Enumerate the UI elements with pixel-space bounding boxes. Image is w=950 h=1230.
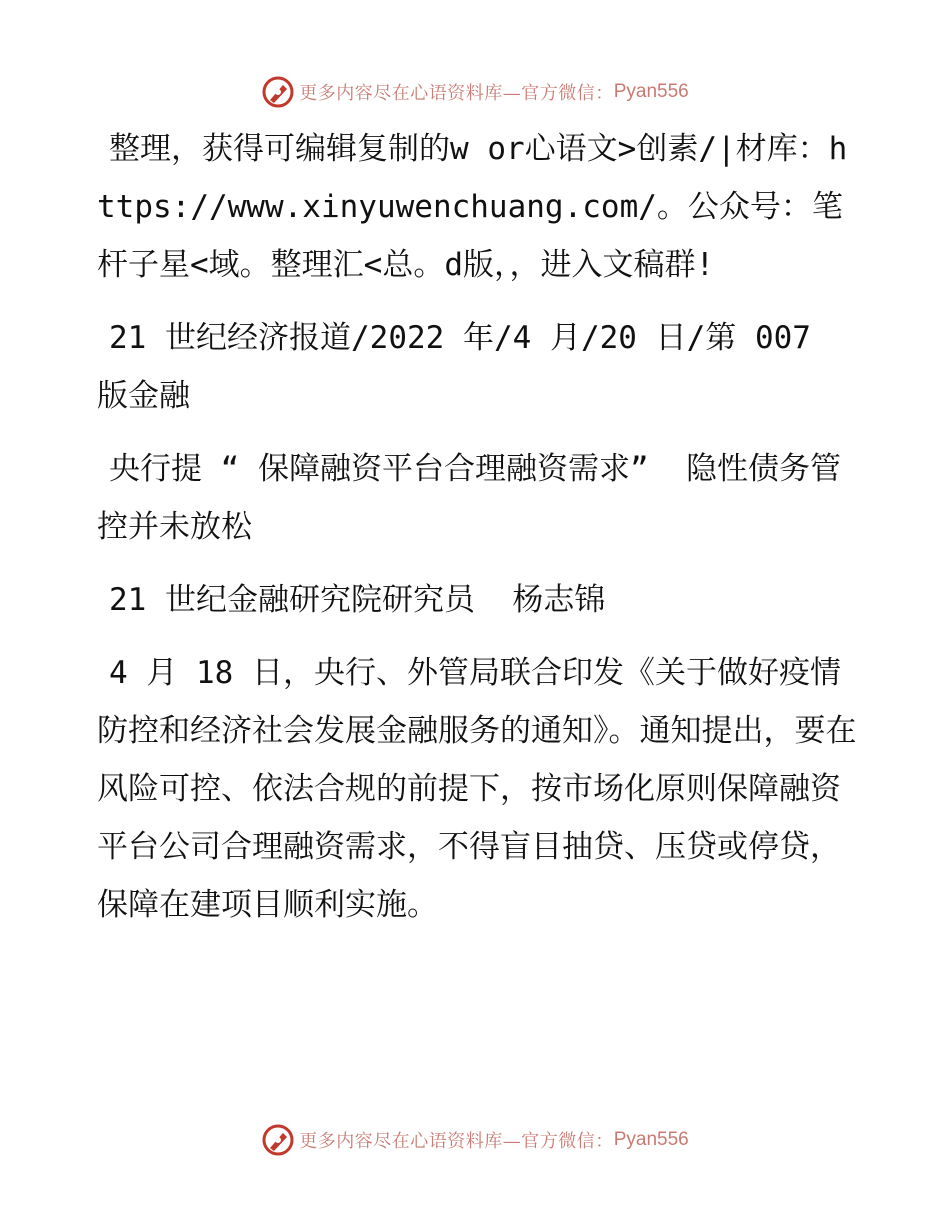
header-wechat-id: Pyan556 — [613, 81, 689, 102]
intro-paragraph: 整理，获得可编辑复制的w or心语文>创素/|材库：https://www.xinyuwenchuang.com/。公众号：笔杆子星<域。整理汇<总。d版，，进入文稿群! — [97, 131, 848, 283]
footer-banner-text: 更多内容尽在心语资料库—官方微信： — [299, 1131, 614, 1152]
body-paragraph: 4 月 18 日，央行、外管局联合印发《关于做好疫情防控和经济社会发展金融服务的通知》。通知提出，要在风险可控、依法合规的前提下，按市场化原则保障融资平台公司合理融资需求，不得盲目抽贷、压贷或停贷，保障在建项目顺利实施。 — [97, 655, 857, 923]
footer-banner — [0, 1120, 950, 1160]
article-title: 央行提 “ 保障融资平台合理融资需求” 隐性债务管控并未放松 — [97, 451, 841, 545]
header-banner-text: 更多内容尽在心语资料库—官方微信： — [299, 83, 614, 104]
header-banner — [0, 72, 950, 112]
pen-logo-icon — [261, 1123, 295, 1157]
source-line: 21 世纪经济报道/2022 年/4 月/20 日/第 007 版金融 — [97, 320, 830, 414]
author-line: 21 世纪金融研究院研究员 杨志锦 — [109, 582, 606, 618]
footer-wechat-id: Pyan556 — [613, 1129, 689, 1150]
document-body — [97, 120, 857, 949]
pen-logo-icon — [261, 75, 295, 109]
